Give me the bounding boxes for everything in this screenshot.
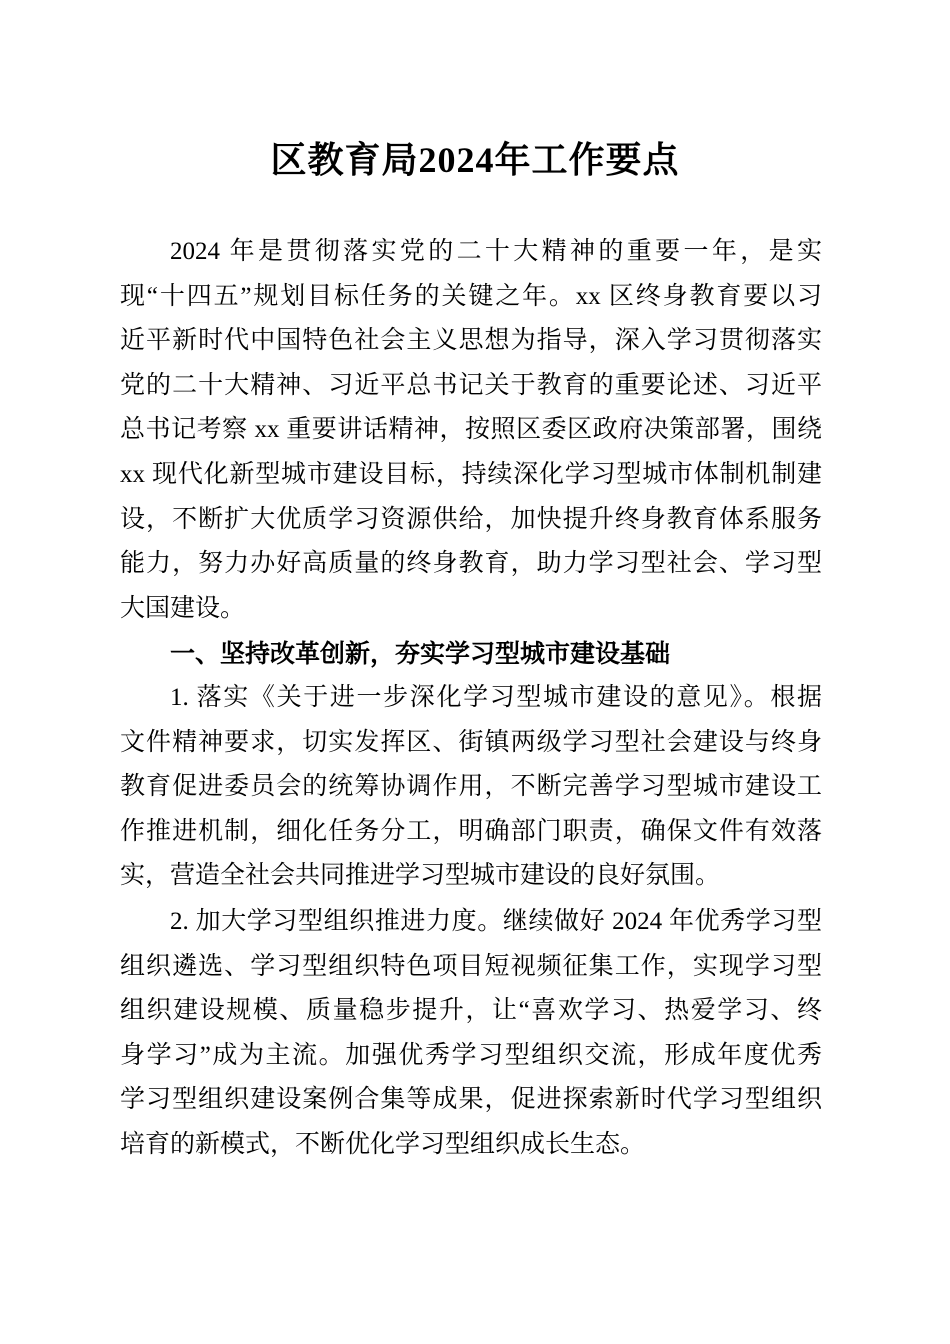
item-1-paragraph: [120, 676, 822, 899]
text-line: xx 现代化新型城市建设目标，持续深化学习型城市体制机制建: [120, 460, 822, 488]
text-line: 现“十四五”规划目标任务的关键之年。xx 区终身教育要以习: [120, 282, 822, 310]
text-line: 党的二十大精神、习近平总书记关于教育的重要论述、习近平: [120, 371, 822, 399]
text-line: 近平新时代中国特色社会主义思想为指导，深入学习贯彻落实: [120, 327, 822, 355]
text-line: 身学习”成为主流。加强优秀学习型组织交流，形成年度优秀: [120, 1041, 822, 1069]
text-line: 大国建设。: [120, 594, 246, 622]
text-line: 组织建设规模、质量稳步提升，让“喜欢学习、热爱学习、终: [120, 997, 822, 1025]
text-line: 1. 落实《关于进一步深化学习型城市建设的意见》。根据: [170, 684, 822, 711]
text-line: 学习型组织建设案例合集等成果，促进探索新时代学习型组织: [120, 1086, 822, 1114]
text-line: 实，营造全社会共同推进学习型城市建设的良好氛围。: [120, 862, 721, 890]
section-heading: 一、坚持改革创新，夯实学习型城市建设基础: [170, 639, 671, 668]
text-line: 文件精神要求，切实发挥区、街镇两级学习型社会建设与终身: [120, 728, 822, 756]
text-line: 教育促进委员会的统筹协调作用，不断完善学习型城市建设工: [120, 773, 822, 801]
text-line: 能力，努力办好高质量的终身教育，助力学习型社会、学习型: [120, 550, 822, 578]
text-line: 总书记考察 xx 重要讲话精神，按照区委区政府决策部署，围绕: [120, 416, 822, 444]
text-line: 培育的新模式，不断优化学习型组织成长生态。: [120, 1130, 646, 1158]
document-title: 区教育局2024年工作要点: [270, 140, 680, 180]
item-2-paragraph: [120, 900, 822, 1168]
text-line: 2024 年是贯彻落实党的二十大精神的重要一年，是实: [170, 238, 822, 265]
text-line: 设，不断扩大优质学习资源供给，加快提升终身教育体系服务: [120, 505, 822, 533]
text-line: 组织遴选、学习型组织特色项目短视频征集工作，实现学习型: [120, 952, 822, 980]
text-line: 2. 加大学习型组织推进力度。继续做好 2024 年优秀学习型: [170, 908, 822, 935]
intro-paragraph: [120, 230, 822, 631]
text-line: 作推进机制，细化任务分工，明确部门职责，确保文件有效落: [120, 817, 822, 845]
